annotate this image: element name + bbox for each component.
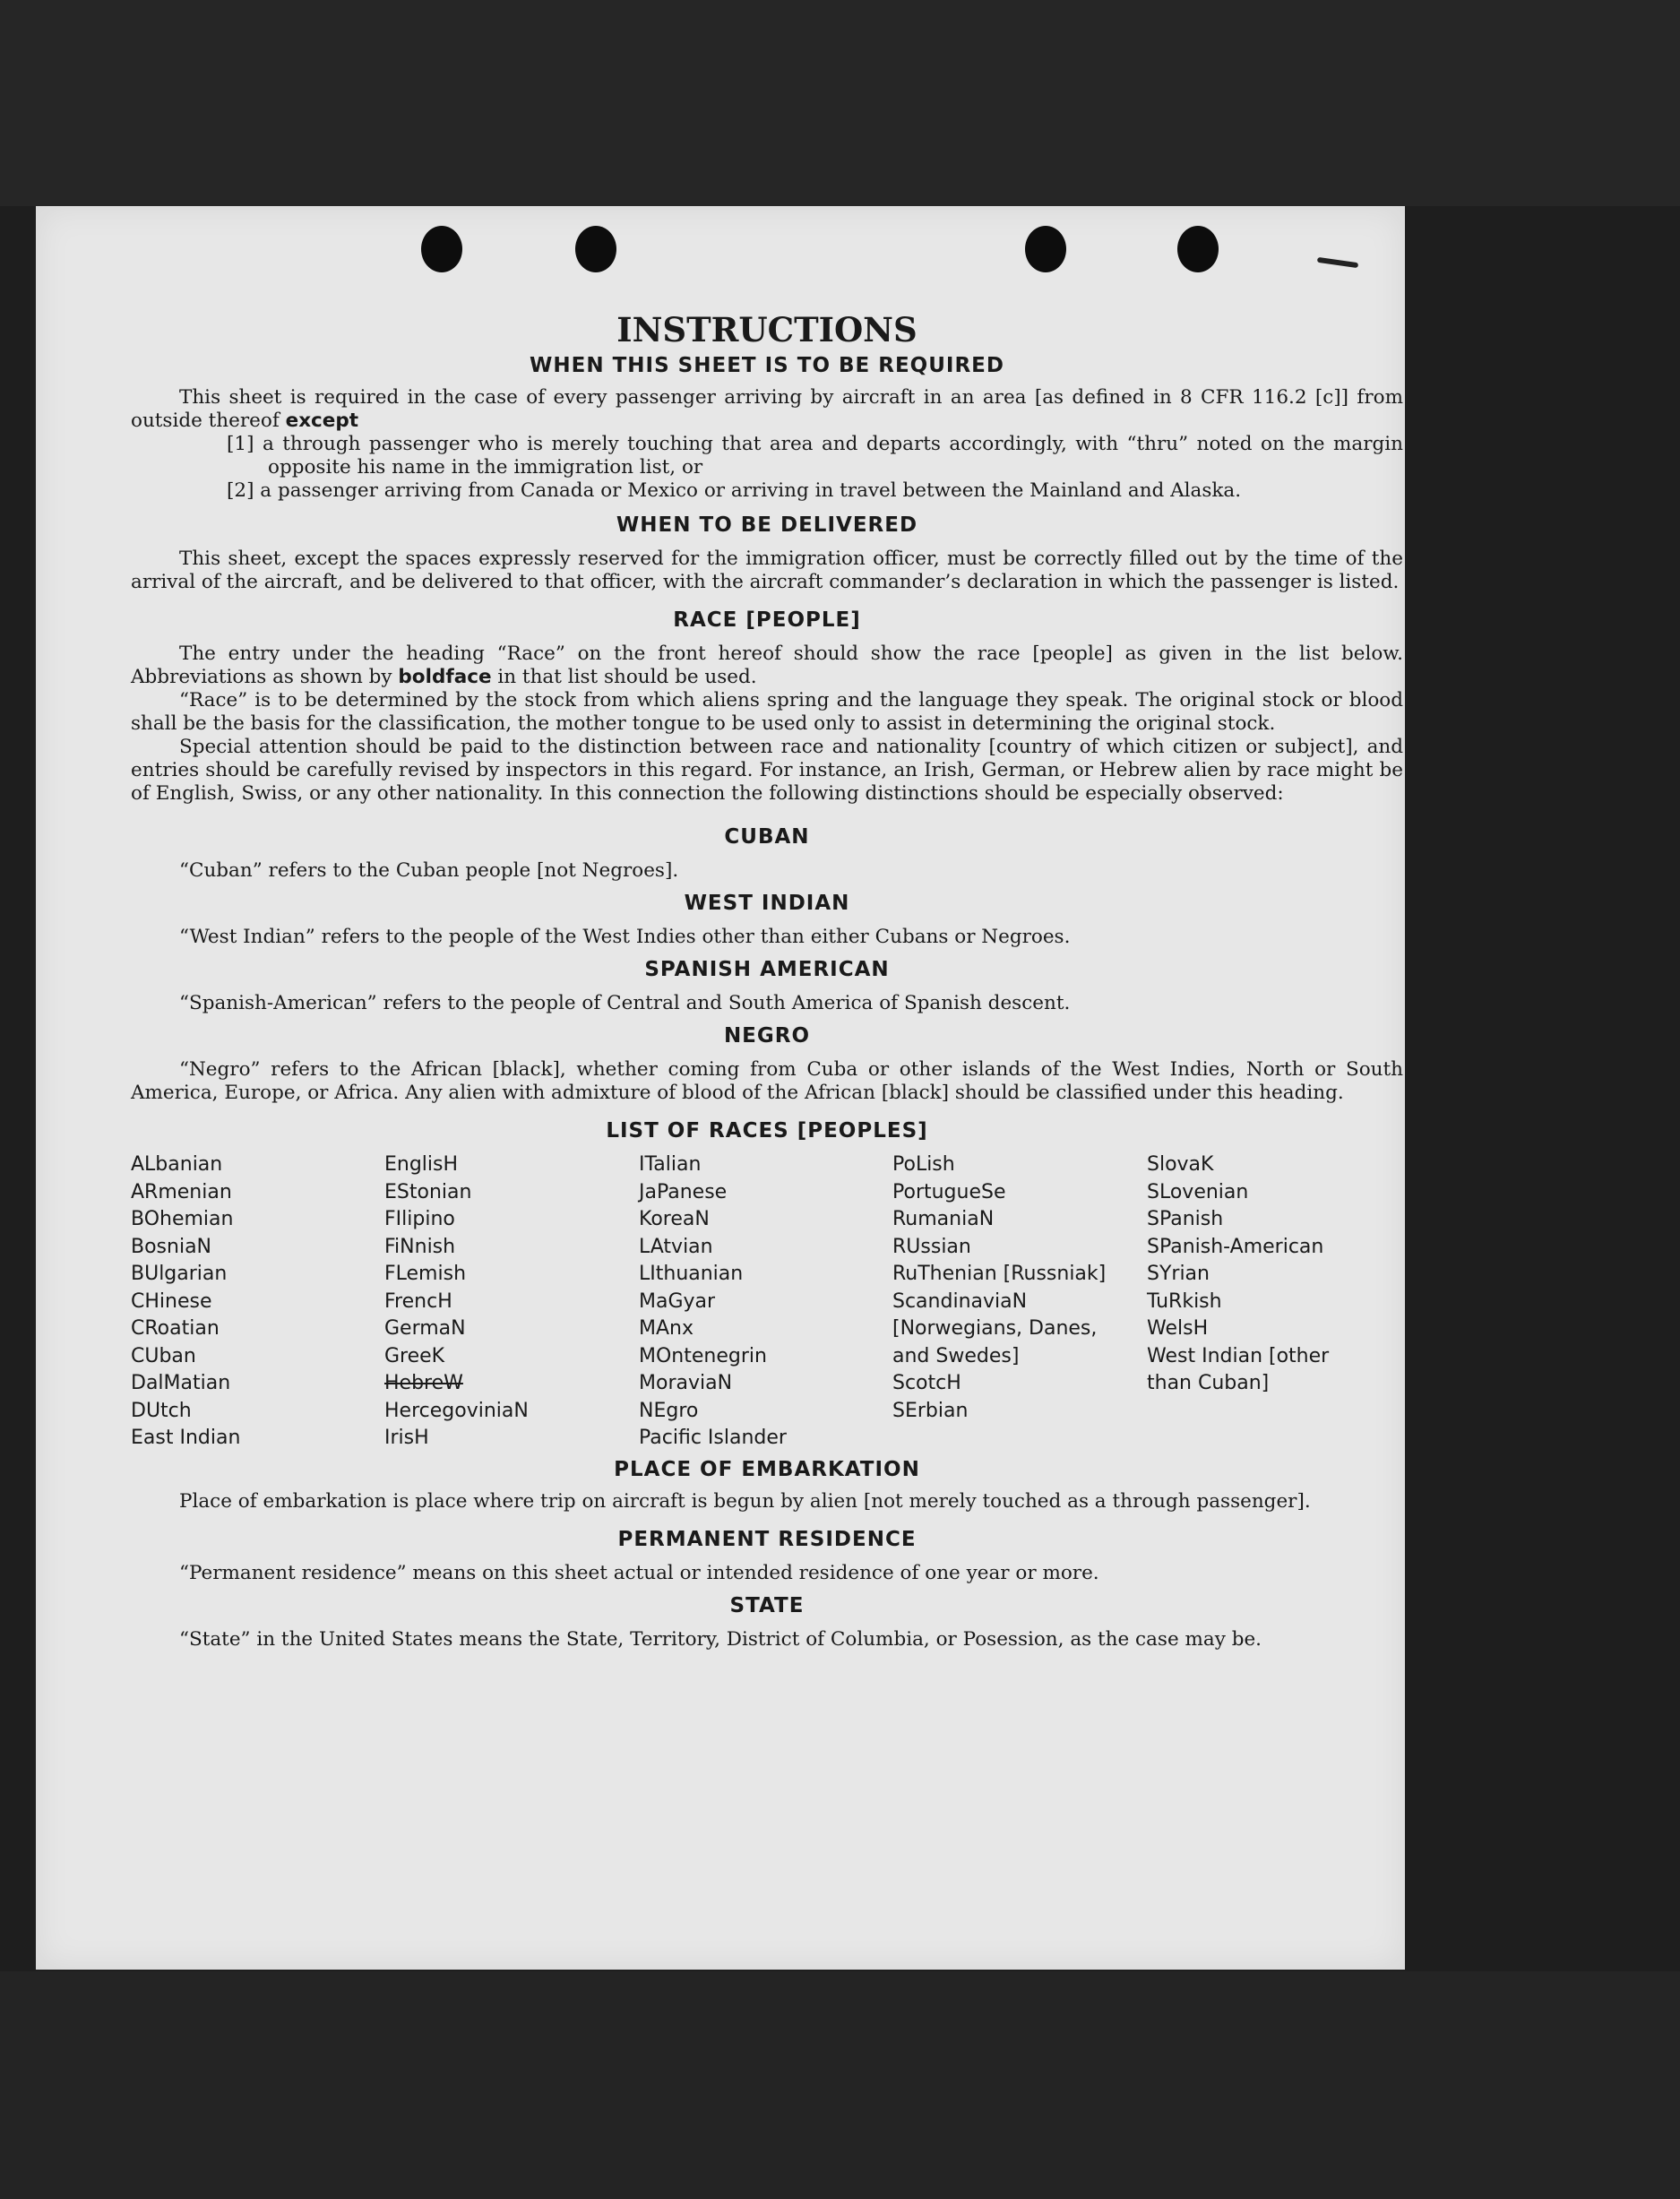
- race-entry: MoraviaN: [639, 1372, 733, 1394]
- required-intro: This sheet is required in the case of every passenger arriving by aircraft in an area [as defined in 8 CFR 116.2 [c]] from outside thereof except: [131, 386, 1403, 432]
- instruction-sheet: [36, 206, 1405, 1970]
- heading-delivered: WHEN TO BE DELIVERED: [616, 513, 918, 537]
- race-entry: ITalian: [639, 1153, 702, 1176]
- race-entry: GermaN: [384, 1317, 466, 1340]
- heading-required: WHEN THIS SHEET IS TO BE REQUIRED: [530, 354, 1004, 377]
- race-entry: ScandinaviaN [Norwegians, Danes, and Swedes]: [892, 1289, 1098, 1367]
- race-entry: MOntenegrin: [639, 1344, 767, 1367]
- race-paragraph-3: Special attention should be paid to the distinction between race and nationality [country of which citizen or subject], and entries should be carefully revised by inspectors in this regard. For instance, an Irish, German, or Hebrew alien by race might be of English, Swiss, or any other nationality. In this connection the following distinctions should be especially observed:: [131, 736, 1403, 805]
- heading-list-of-races: LIST OF RACES [PEOPLES]: [606, 1119, 928, 1143]
- race-entry: SLovenian: [1147, 1180, 1249, 1203]
- heading-embarkation: PLACE OF EMBARKATION: [614, 1457, 920, 1481]
- race-entry: SlovaK: [1147, 1153, 1214, 1176]
- race-entry: West Indian [other than Cuban]: [1147, 1344, 1330, 1394]
- race-entry: ScotcH: [892, 1372, 961, 1394]
- races-column-3: [639, 1151, 892, 1453]
- race-entry: EStonian: [384, 1180, 472, 1203]
- race-entry: WelsH: [1147, 1317, 1209, 1340]
- race-entry: IrisH: [384, 1427, 429, 1449]
- heading-spanish-american: SPANISH AMERICAN: [644, 958, 890, 981]
- punch-hole: [575, 226, 616, 272]
- required-item-1: [1] a through passenger who is merely touching that area and departs accordingly, with “thru” noted on the margin opposite his name in the immigration list, or: [227, 433, 1403, 479]
- race-entry: RuThenian [Russniak]: [892, 1263, 1107, 1285]
- race-entry: PoLish: [892, 1153, 955, 1176]
- race-entry: SPanish-American: [1147, 1235, 1324, 1258]
- heading-residence: PERMANENT RESIDENCE: [617, 1527, 917, 1551]
- heading-race: RACE [PEOPLE]: [673, 608, 861, 632]
- race-entry-struck: HebreW: [384, 1372, 463, 1394]
- punch-hole: [1177, 226, 1219, 272]
- race-entry: ARmenian: [131, 1180, 232, 1203]
- race-entry: BUlgarian: [131, 1263, 228, 1285]
- race-entry: MAnx: [639, 1317, 694, 1340]
- race-entry: PortugueSe: [892, 1180, 1006, 1203]
- races-column-4: [892, 1151, 1147, 1453]
- race-entry: SErbian: [892, 1399, 969, 1422]
- race-entry: SPanish: [1147, 1208, 1224, 1230]
- race-entry: LIthuanian: [639, 1263, 744, 1285]
- race-entry: MaGyar: [639, 1289, 716, 1313]
- heading-cuban: CUBAN: [724, 825, 810, 849]
- race-entry: JaPanese: [639, 1180, 728, 1203]
- race-entry: FIlipino: [384, 1208, 455, 1230]
- scan-background-top: [0, 0, 1680, 206]
- cuban-text: “Cuban” refers to the Cuban people [not Negroes].: [179, 859, 679, 882]
- sheet-content: [131, 309, 1403, 1651]
- race-entry: RumaniaN: [892, 1208, 995, 1230]
- state-text: “State” in the United States means the State, Territory, District of Columbia, or Posession, as the case may be.: [179, 1627, 1262, 1651]
- race-paragraph-2: “Race” is to be determined by the stock from which aliens spring and the language they speak. The original stock or blood shall be the basis for the classification, the mother tongue to be used only to assist in determining the original stock.: [131, 689, 1403, 735]
- race-entry: DalMatian: [131, 1372, 231, 1394]
- embarkation-text: Place of embarkation is place where trip on aircraft is begun by alien [not merely touched as a through passenger].: [179, 1489, 1311, 1513]
- race-entry: EnglisH: [384, 1153, 459, 1176]
- west-indian-text: “West Indian” refers to the people of the West Indies other than either Cubans or Negroes.: [179, 926, 1071, 948]
- residence-text: “Permanent residence” means on this sheet actual or intended residence of one year or more.: [179, 1561, 1099, 1584]
- race-entry: FiNnish: [384, 1235, 456, 1258]
- race-entry: NEgro: [639, 1399, 699, 1422]
- races-list: [131, 1151, 1403, 1453]
- negro-text: “Negro” refers to the African [black], whether coming from Cuba or other islands of the West Indies, North or South America, Europe, or Africa. Any alien with admixture of blood of the African [black] should be classified under this heading.: [131, 1058, 1403, 1104]
- race-entry: East Indian: [131, 1427, 241, 1449]
- race-entry: RUssian: [892, 1235, 971, 1258]
- race-entry: LAtvian: [639, 1235, 713, 1258]
- race-entry: SYrian: [1147, 1263, 1210, 1285]
- races-column-2: [384, 1151, 639, 1453]
- race-entry: HercegoviniaN: [384, 1399, 529, 1422]
- race-entry: CUban: [131, 1344, 196, 1367]
- delivered-text: This sheet, except the spaces expressly reserved for the immigration officer, must be correctly filled out by the time of the arrival of the aircraft, and be delivered to that officer, with the aircraft commander’s declaration in which the passenger is listed.: [131, 548, 1403, 593]
- heading-state: STATE: [729, 1593, 805, 1617]
- race-entry: KoreaN: [639, 1208, 710, 1230]
- race-entry: CRoatian: [131, 1317, 220, 1340]
- punch-hole: [1025, 226, 1066, 272]
- heading-negro: NEGRO: [723, 1024, 811, 1048]
- race-entry: FrencH: [384, 1289, 452, 1313]
- ink-mark: [1317, 257, 1358, 268]
- race-entry: ALbanian: [131, 1153, 223, 1176]
- race-entry: GreeK: [384, 1344, 445, 1367]
- race-entry: BOhemian: [131, 1208, 234, 1230]
- race-entry: BosniaN: [131, 1235, 212, 1258]
- race-entry: Pacific Islander: [639, 1427, 787, 1449]
- spanish-american-text: “Spanish-American” refers to the people of Central and South America of Spanish descent.: [179, 992, 1071, 1014]
- scan-background-bottom: [0, 1971, 1680, 2199]
- race-entry: DUtch: [131, 1399, 192, 1422]
- page-title: INSTRUCTIONS: [616, 310, 918, 349]
- races-column-1: [131, 1151, 384, 1453]
- punch-hole: [421, 226, 462, 272]
- race-paragraph-1: The entry under the heading “Race” on the front hereof should show the race [people] as given in the list below. Abbreviations as shown by boldface in that list should be used.: [131, 642, 1403, 688]
- race-entry: CHinese: [131, 1289, 212, 1313]
- race-entry: TuRkish: [1147, 1289, 1222, 1313]
- races-column-5: [1147, 1151, 1407, 1453]
- required-item-2: [2] a passenger arriving from Canada or Mexico or arriving in travel between the Mainland and Alaska.: [227, 479, 1242, 502]
- heading-west-indian: WEST INDIAN: [684, 892, 850, 915]
- race-entry: FLemish: [384, 1263, 467, 1285]
